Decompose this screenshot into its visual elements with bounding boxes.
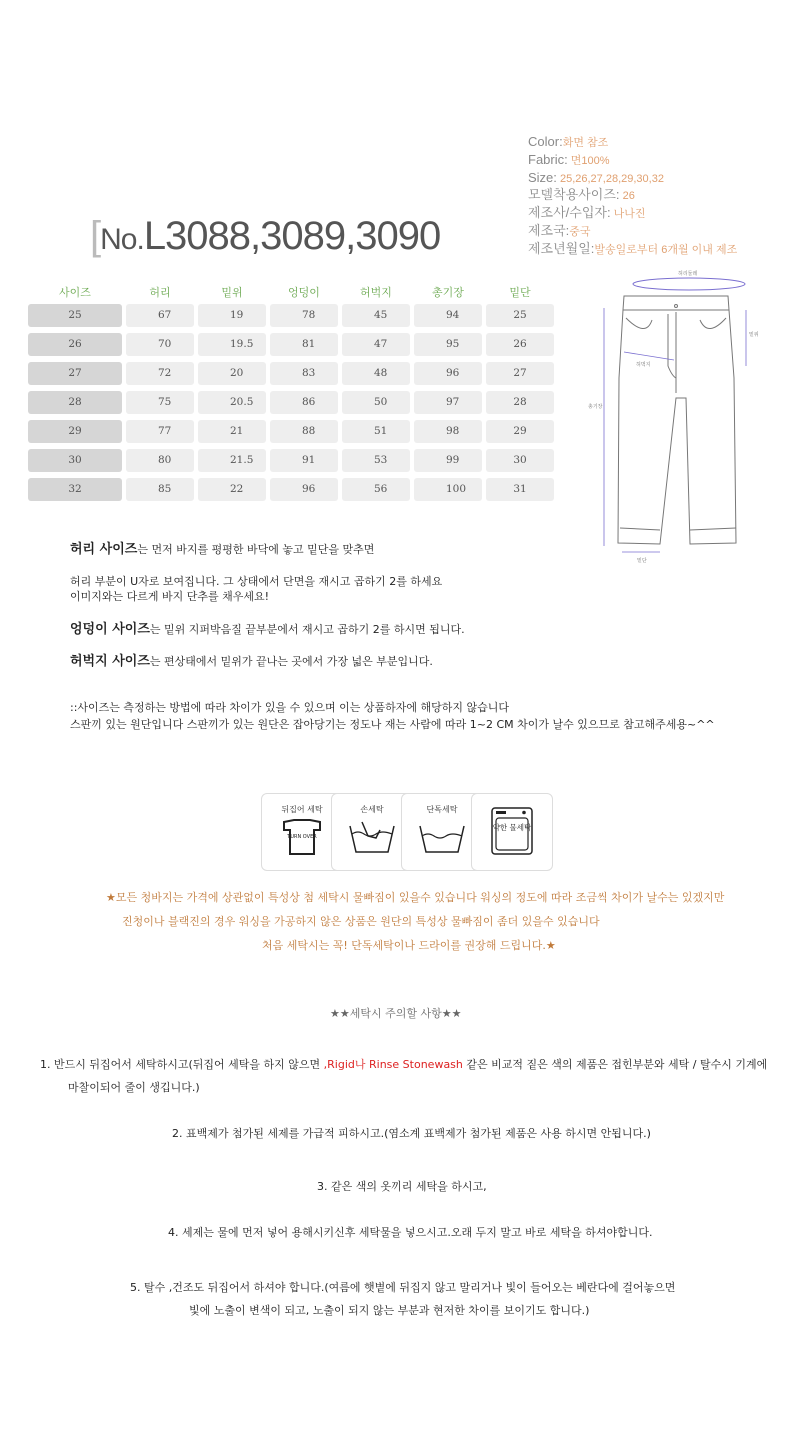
size-table-cell: 29 — [486, 420, 554, 443]
info-row — [528, 205, 737, 223]
thigh-note — [70, 650, 433, 669]
info-label: 제조년월일: — [528, 240, 595, 256]
wash-caption: 뒤집어 세탁 — [281, 805, 323, 814]
title-code: L3088,3089,3090 — [143, 214, 441, 258]
size-table-cell: 85 — [126, 478, 194, 501]
gentle-wash-text: 약한 물세탁 — [492, 823, 532, 832]
tshirt-icon — [274, 818, 330, 858]
size-table-cell: 95 — [414, 333, 482, 356]
info-row — [528, 187, 737, 205]
info-label: 모델착용사이즈: — [528, 187, 620, 203]
waist-note — [70, 538, 374, 557]
size-disclaimer-line1: ::사이즈는 측정하는 방법에 따라 차이가 있을 수 있으며 이는 상품하자에 해당하지 않습니다 — [70, 701, 510, 714]
size-table-cell: 78 — [270, 304, 338, 327]
caution-item-1-a: 1. 반드시 뒤집어서 세탁하시고(뒤집어 세탁을 하지 않으면 — [40, 1058, 324, 1071]
size-disclaimer-line2: 스판끼 있는 원단입니다 스판끼가 있는 원단은 잡아당기는 정도나 재는 사람에 따라 1~2 CM 차이가 날수 있으므로 참고해주세용~^^ — [70, 718, 715, 731]
product-code-title — [90, 214, 440, 259]
caution-item-5b: 빛에 노출이 변색이 되고, 노출이 되지 않는 부분과 현저한 차이를 보이기도 합니다.) — [189, 1304, 590, 1317]
size-table-cell: 88 — [270, 420, 338, 443]
hip-note-text: 는 밑위 지퍼박음질 끝부분에서 재시고 곱하기 2를 하시면 됩니다. — [149, 623, 465, 636]
size-table-cell: 19 — [198, 304, 266, 327]
size-table-cell: 20 — [198, 362, 266, 385]
size-table-cell: 96 — [414, 362, 482, 385]
info-label: Color: — [528, 134, 563, 149]
size-table-cell: 51 — [342, 420, 410, 443]
size-table-cell: 28 — [486, 391, 554, 414]
size-table-cell: 80 — [126, 449, 194, 472]
hand-wash-icon — [346, 820, 398, 856]
size-table-cell: 21.5 — [198, 449, 266, 472]
size-table-cell: 27 — [486, 362, 554, 385]
caution-item-1-b: 같은 비교적 짙은 색의 제품은 접힌부분와 세탁 / 탈수시 기계에 — [462, 1058, 768, 1071]
size-table-cell: 53 — [342, 449, 410, 472]
info-row — [528, 223, 737, 241]
size-table-cell: 45 — [342, 304, 410, 327]
info-label: Fabric: — [528, 151, 568, 167]
size-table-cell: 50 — [342, 391, 410, 414]
size-table-cell: 67 — [126, 304, 194, 327]
size-table-cell: 86 — [270, 391, 338, 414]
info-row — [528, 134, 737, 152]
thigh-note-bold: 허벅지 사이즈 — [70, 654, 150, 669]
info-label: 제조사/수입자: — [528, 205, 611, 221]
hip-note — [70, 618, 465, 637]
info-label: Size: — [528, 169, 557, 185]
size-table-cell: 100 — [414, 478, 482, 501]
caution-heading: ★★세탁시 주의할 사항★★ — [330, 1007, 462, 1020]
size-table-header: 총기장 — [432, 286, 464, 299]
info-value: 화면 참조 — [562, 137, 609, 149]
size-table-cell: 91 — [270, 449, 338, 472]
size-table-cell: 56 — [342, 478, 410, 501]
size-table-cell: 19.5 — [198, 333, 266, 356]
waist-note-line3: 이미지와는 다르게 바지 단추를 채우세요! — [70, 590, 270, 603]
caution-item-5a: 5. 탈수 ,건조도 뒤집어서 하셔야 합니다.(여름에 햇볕에 뒤집지 않고 말리거나 빛이 들어오는 베란다에 걸어놓으면 — [130, 1281, 676, 1294]
basin-icon — [416, 820, 468, 856]
size-table-cell: 72 — [126, 362, 194, 385]
size-table-cell: 25 — [486, 304, 554, 327]
wash-icon-gentle — [471, 793, 553, 871]
size-table-cell: 97 — [414, 391, 482, 414]
size-table-cell: 30 — [486, 449, 554, 472]
info-value: 발송일로부터 6개월 이내 제조 — [594, 243, 738, 256]
size-table-cell: 94 — [414, 304, 482, 327]
size-table-header: 사이즈 — [59, 286, 91, 299]
size-table-cell: 31 — [486, 478, 554, 501]
info-value: 나나진 — [610, 208, 646, 221]
size-table-cell: 47 — [342, 333, 410, 356]
size-table-header: 허리 — [149, 286, 171, 299]
size-table-cell: 26 — [486, 333, 554, 356]
label-length: 총기장 — [588, 404, 603, 410]
waist-note-bold: 허리 사이즈 — [70, 542, 138, 557]
info-row — [528, 241, 737, 259]
denim-notice-line2: 진청이나 블랙진의 경우 워싱을 가공하지 않은 상품은 원단의 특성상 물빠짐이 좀더 있을수 있습니다 — [122, 915, 600, 928]
label-thigh: 허벅지 — [636, 362, 651, 368]
size-table-size-cell: 30 — [28, 449, 122, 472]
info-value: 26 — [619, 190, 635, 203]
caution-item-1-red: ,Rigid나 Rinse Stonewash — [323, 1058, 463, 1071]
info-value: 중국 — [569, 225, 591, 238]
denim-notice-line3: 처음 세탁시는 꼭! 단독세탁이나 드라이를 권장해 드립니다.★ — [262, 939, 556, 952]
size-table-cell: 77 — [126, 420, 194, 443]
wash-caption: 손세탁 — [360, 805, 384, 814]
size-table-cell: 75 — [126, 391, 194, 414]
size-table-header: 밑단 — [509, 286, 531, 299]
size-table-cell: 96 — [270, 478, 338, 501]
product-info — [528, 134, 737, 259]
wash-caption: 단독세탁 — [426, 805, 458, 814]
jeans-outline-icon — [586, 268, 766, 568]
caution-item-1-c: 마찰이되어 줄이 생깁니다.) — [68, 1081, 200, 1094]
label-rise: 밑위 — [749, 332, 759, 338]
size-table-cell: 99 — [414, 449, 482, 472]
size-table-cell: 48 — [342, 362, 410, 385]
caution-item-4: 4. 세제는 물에 먼저 넣어 용해시키신후 세탁물을 넣으시고.오래 두지 말고 바로 세탁을 하셔야합니다. — [168, 1226, 653, 1239]
waist-note-line2: 허리 부분이 U자로 보여집니다. 그 상태에서 단면을 재시고 곱하기 2를 하세요 — [70, 575, 443, 588]
size-table-size-cell: 28 — [28, 391, 122, 414]
title-bracket: [ — [90, 214, 101, 258]
info-row — [528, 170, 737, 188]
info-row — [528, 152, 737, 170]
size-table-header: 허벅지 — [360, 286, 392, 299]
size-table-cell: 83 — [270, 362, 338, 385]
size-table-cell: 20.5 — [198, 391, 266, 414]
size-table-cell: 98 — [414, 420, 482, 443]
thigh-note-text: 는 편상태에서 밑위가 끝나는 곳에서 가장 넓은 부분입니다. — [149, 655, 433, 668]
size-table-header: 엉덩이 — [288, 286, 320, 299]
info-value: 면100% — [567, 154, 610, 167]
hip-note-bold: 엉덩이 사이즈 — [70, 622, 150, 637]
info-value: 25,26,27,28,29,30,32 — [556, 172, 664, 185]
waist-note-text: 는 먼저 바지를 평평한 바닥에 놓고 밑단을 맞추면 — [137, 543, 375, 556]
size-table-header: 밑위 — [221, 286, 243, 299]
info-label: 제조국: — [528, 222, 570, 238]
size-table-size-cell: 32 — [28, 478, 122, 501]
caution-item-2: 2. 표백제가 첨가된 세제를 가급적 피하시고.(염소계 표백제가 첨가된 제품은 사용 하시면 안됩니다.) — [172, 1127, 651, 1140]
size-table-cell: 81 — [270, 333, 338, 356]
title-no: No. — [100, 223, 144, 256]
label-waist: 허리둘레 — [678, 271, 698, 277]
size-table-size-cell: 26 — [28, 333, 122, 356]
jeans-measurement-diagram — [586, 268, 766, 568]
size-table-cell: 21 — [198, 420, 266, 443]
size-table-cell: 22 — [198, 478, 266, 501]
size-table-size-cell: 27 — [28, 362, 122, 385]
label-hem: 밑단 — [637, 558, 647, 564]
denim-notice-line1: ★모든 청바지는 가격에 상관없이 특성상 첨 세탁시 물빠짐이 있을수 있습니다 워싱의 정도에 따라 조금씩 차이가 날수는 있겠지만 — [106, 891, 725, 904]
size-table-cell: 70 — [126, 333, 194, 356]
caution-item-1 — [40, 1056, 767, 1072]
size-table-size-cell: 29 — [28, 420, 122, 443]
size-table-size-cell: 25 — [28, 304, 122, 327]
turn-over-text: TURN OVER — [287, 834, 317, 840]
caution-item-3: 3. 같은 색의 옷끼리 세탁을 하시고, — [317, 1180, 487, 1193]
